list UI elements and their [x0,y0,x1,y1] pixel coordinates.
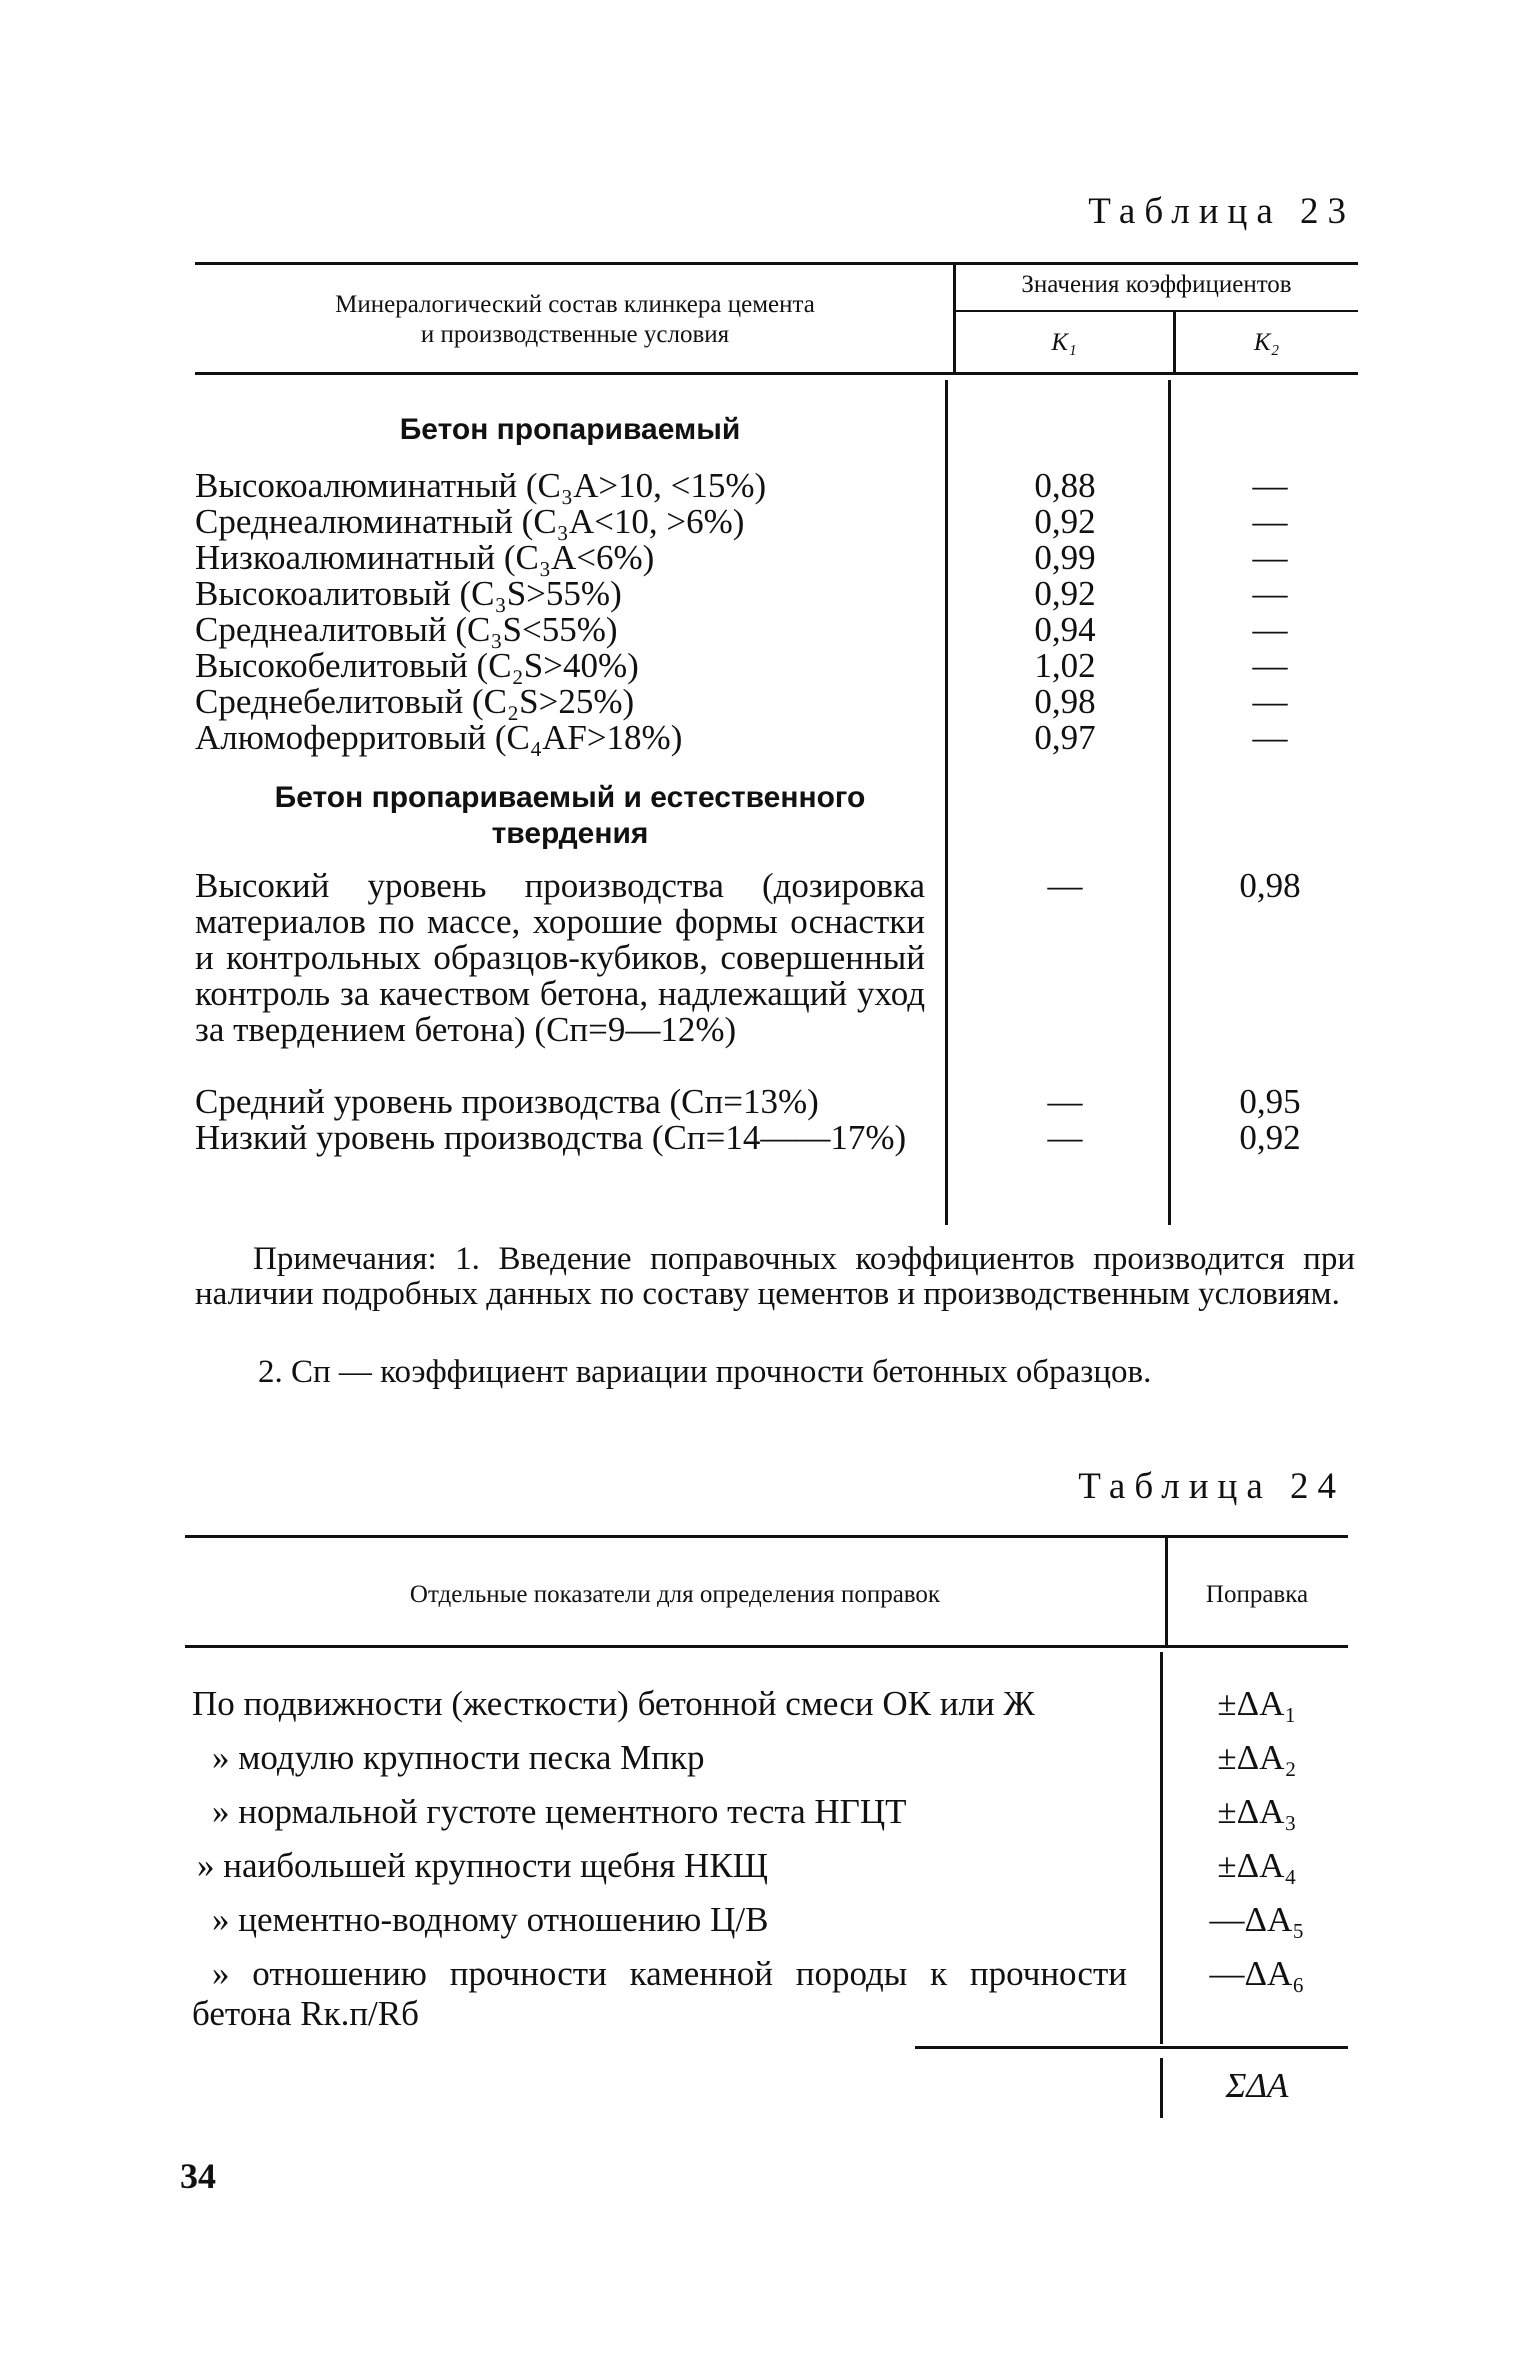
k1-value: — [1047,1118,1083,1157]
table-24-header-rule [185,1645,1348,1648]
table-24-caption: Таблица 24 [1078,1466,1345,1507]
k2-value: — [1252,502,1288,541]
table-24-col-sep-body [1160,1652,1163,2044]
header-col1-line1: Минералогический состав клинкера цемента [335,291,815,318]
table-23-note-2: 2. Cп — коэффициент вариации прочности бетонных образцов. [258,1354,1152,1390]
table-row: Высокоалитовый (C₃S>55%) [195,574,622,613]
table-row: » нормальной густоте цементного теста НГЦТ [212,1792,907,1831]
table-23-note-1: Примечания: 1. Введение поправочных коэффициентов производится при наличии подробных данных по составу цементов и производственным условиям. [195,1241,1355,1312]
table-24-header-col2: Поправка [1205,1581,1309,1608]
k1-value: 0,97 [1034,718,1096,757]
k2-value: — [1252,646,1288,685]
table-23-header-rule [195,372,1358,375]
table-23-col-sep-1 [953,262,956,372]
table-23-header-group: Значения коэффициентов [1021,271,1292,298]
table-23-col-sep-2 [1173,312,1176,372]
table-23-caption: Таблица 23 [1088,191,1355,232]
table-24-header-col1: Отдельные показатели для определения поправок [409,1581,941,1608]
k1-value: 0,98 [1034,682,1096,721]
table-23-col-sep-1-body [945,380,948,1225]
table-24-col-sep-header [1165,1535,1168,1645]
table-24-top-rule [185,1535,1348,1538]
k2-value: — [1252,574,1288,613]
correction-value: —ΔA₅ [1209,1900,1305,1939]
k1-value: 0,99 [1034,538,1096,577]
table-row: Высокоалюминатный (C₃A>10, <15%) [195,466,767,505]
table-row: Алюмоферритовый (C₄AF>18%) [195,718,683,757]
table-row: Среднеалитовый (C₃S<55%) [195,610,618,649]
table-24-total-rule [915,2046,1348,2049]
table-row: Высокий уровень производства (дозировка материалов по массе, хорошие формы оснастки и контрольных образцов-кубиков, совершенный контроль за качеством бетона, надлежащий уход за твердением бетона) (Cп=9—12%) [195,866,925,1049]
table-row: Среднеалюминатный (C₃A<10, >6%) [195,502,745,541]
header-k1: K₁ [1051,329,1077,356]
k2-value: — [1252,718,1288,757]
k1-value: — [1047,866,1083,905]
k2-value: — [1252,610,1288,649]
k2-value: — [1252,466,1288,505]
section-1-title: Бетон пропариваемый [399,413,741,446]
k1-value: — [1047,1082,1083,1121]
k1-value: 0,92 [1034,574,1096,613]
k2-value: — [1252,682,1288,721]
table-row: » модулю крупности песка Mпкр [212,1738,705,1777]
k1-value: 0,88 [1034,466,1096,505]
header-k2: K₂ [1253,329,1280,356]
table-23-top-rule [195,262,1358,265]
table-row: » отношению прочности каменной породы к прочности бетона Rк.п/Rб [192,1954,1127,2033]
correction-value: —ΔA₆ [1209,1954,1305,1993]
k2-value: 0,98 [1239,866,1301,905]
header-group-rule [955,310,1358,312]
table-row: Среднебелитовый (C₂S>25%) [195,682,635,721]
k1-value: 1,02 [1034,646,1096,685]
k1-value: 0,94 [1034,610,1096,649]
k2-value: — [1252,538,1288,577]
section-2-title-line1: Бетон пропариваемый и естественного [274,781,866,814]
k2-value: 0,92 [1239,1118,1301,1157]
section-2-title-line2: твердения [491,817,649,850]
section-2-title [195,780,945,852]
table-23-header-col1 [195,290,955,350]
correction-value: ±ΔA₂ [1217,1738,1297,1777]
table-row: Низкий уровень производства (Cп=14——17%) [195,1118,907,1157]
table-row: Низкоалюминатный (C₃A<6%) [195,538,655,577]
page-number: 34 [180,2156,216,2196]
table-row: » цементно-водному отношению Ц/В [212,1900,769,1939]
header-col1-line2: и производственные условия [420,321,730,348]
table-24-col-sep-total [1160,2058,1163,2118]
correction-value: ±ΔA₄ [1217,1846,1297,1885]
correction-value: ±ΔA₃ [1217,1792,1297,1831]
table-row: Средний уровень производства (Cп=13%) [195,1082,819,1121]
k2-value: 0,95 [1239,1082,1301,1121]
table-row: По подвижности (жесткости) бетонной смеси ОК или Ж [192,1684,1035,1723]
table-24-total: ΣΔA [1225,2066,1289,2105]
table-row: Высокобелитовый (C₂S>40%) [195,646,639,685]
correction-value: ±ΔA₁ [1217,1684,1297,1723]
table-23-col-sep-2-body [1168,380,1171,1225]
table-row: » наибольшей крупности щебня НКЩ [197,1846,768,1885]
k1-value: 0,92 [1034,502,1096,541]
